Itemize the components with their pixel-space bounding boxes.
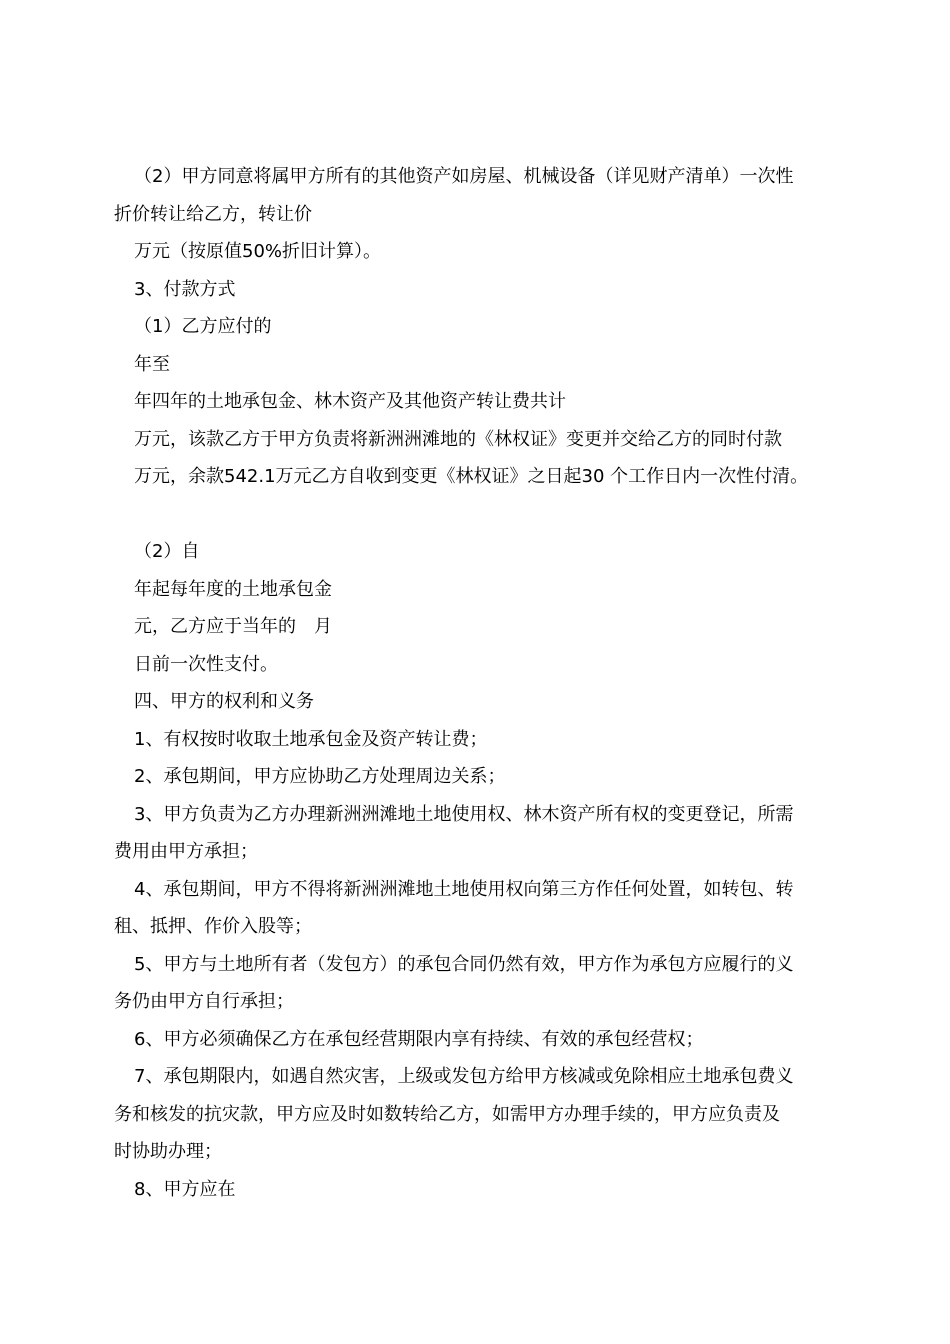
list-item-continuation: 务仍由甲方自行承担； (114, 991, 294, 1012)
paragraph-line: 年四年的土地承包金、林木资产及其他资产转让费共计 (134, 391, 566, 412)
paragraph-line: 年至 (134, 353, 170, 375)
section-heading: 3、付款方式 (134, 278, 236, 300)
list-item: 7、承包期限内，如遇自然灾害，上级或发包方给甲方核减或免除相应土地承包费义 (134, 1066, 794, 1087)
paragraph-line: 日前一次性支付。 (134, 653, 278, 675)
paragraph-line: 元，乙方应于当年的 月 (134, 616, 332, 637)
document-body (114, 158, 844, 1208)
list-item-continuation: 务和核发的抗灾款，甲方应及时如数转给乙方，如需甲方办理手续的，甲方应负责及 (114, 1103, 780, 1125)
list-item: 3、甲方负责为乙方办理新洲洲滩地土地使用权、林木资产所有权的变更登记，所需 (134, 803, 794, 825)
paragraph-gap (114, 496, 844, 534)
list-item: 1、有权按时收取土地承包金及资产转让费； (134, 728, 488, 750)
list-item-continuation: 租、抵押、作价入股等； (114, 916, 312, 937)
paragraph-line: 万元，余款542.1万元乙方自收到变更《林权证》之日起30 个工作日内一次性付清。 (134, 466, 809, 487)
paragraph-line: 折价转让给乙方，转让价 (114, 203, 312, 225)
paragraph-line: （2）自 (134, 541, 200, 562)
paragraph-line: 万元，该款乙方于甲方负责将新洲洲滩地的《林权证》变更并交给乙方的同时付款 (134, 428, 782, 450)
paragraph-line: （1）乙方应付的 (134, 316, 272, 337)
list-item-continuation: 时协助办理； (114, 1141, 222, 1162)
section-heading: 四、甲方的权利和义务 (134, 691, 314, 712)
list-item: 6、甲方必须确保乙方在承包经营期限内享有持续、有效的承包经营权； (134, 1028, 704, 1050)
list-item: 5、甲方与土地所有者（发包方）的承包合同仍然有效，甲方作为承包方应履行的义 (134, 953, 794, 975)
paragraph-line: （2）甲方同意将属甲方所有的其他资产如房屋、机械设备（详见财产清单）一次性 (134, 166, 794, 187)
list-item-continuation: 费用由甲方承担； (114, 841, 258, 862)
list-item: 4、承包期间，甲方不得将新洲洲滩地土地使用权向第三方作任何处置，如转包、转 (134, 878, 794, 900)
paragraph-line: 万元（按原值50%折旧计算）。 (134, 241, 382, 262)
list-item: 2、承包期间，甲方应协助乙方处理周边关系； (134, 766, 506, 787)
list-item: 8、甲方应在 (134, 1178, 236, 1200)
paragraph-line: 年起每年度的土地承包金 (134, 578, 332, 600)
